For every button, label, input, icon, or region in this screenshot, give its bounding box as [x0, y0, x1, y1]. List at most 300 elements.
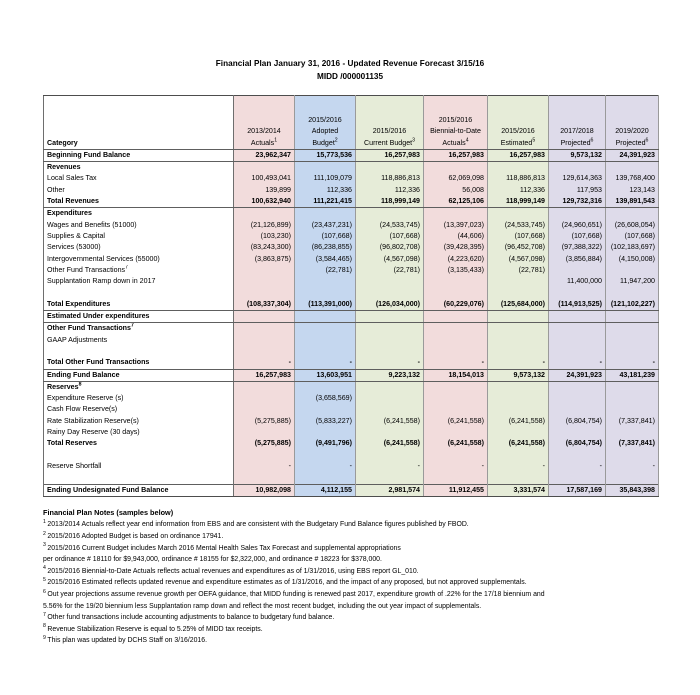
cell-value: (22,781) — [295, 265, 356, 276]
financial-plan-table — [43, 95, 659, 497]
row-label: Reserves$^8$ — [44, 381, 234, 393]
cell-value: - — [488, 357, 549, 369]
cell-value: (125,684,000) — [488, 299, 549, 311]
cell-value — [295, 311, 356, 323]
cell-value: 100,632,940 — [234, 196, 295, 208]
cell-value: 9,573,132 — [488, 369, 549, 381]
row-label: Services (53000) — [44, 242, 234, 253]
table-row — [44, 461, 659, 472]
note-line: $^2$ 2015/2016 Adopted Budget is based on ordinance 17941. — [43, 530, 224, 540]
cell-value — [424, 450, 488, 461]
cell-value: 123,143 — [606, 185, 659, 196]
cell-value: (108,337,304) — [234, 299, 295, 311]
cell-value — [424, 276, 488, 287]
cell-value — [356, 311, 424, 323]
cell-value — [295, 381, 356, 393]
cell-value — [488, 404, 549, 415]
cell-value — [356, 381, 424, 393]
cell-value: 2,981,574 — [356, 484, 424, 496]
cell-value: (6,241,558) — [424, 416, 488, 427]
cell-value — [295, 427, 356, 438]
cell-value: 16,257,983 — [234, 369, 295, 381]
cell-value — [424, 323, 488, 335]
note-marker: 6 — [43, 588, 46, 595]
table-body — [44, 96, 659, 497]
cell-value — [356, 276, 424, 287]
row-label: Rate Stabilization Reserve(s) — [44, 416, 234, 427]
cell-value — [549, 162, 606, 174]
cell-value — [234, 162, 295, 174]
note-line: $^6$ Out year projections assume revenue growth per OEFA guidance, that MIDD funding is renewed past 2017, expenditure growth of .22% for the 17/18 biennium and — [43, 588, 545, 598]
cell-value: (113,391,000) — [295, 299, 356, 311]
note-line: $^3$ 2015/2016 Current Budget includes March 2016 Mental Health Sales Tax Forecast and supplemental appropriations — [43, 542, 401, 552]
cell-value — [549, 472, 606, 484]
cell-value: 24,391,923 — [549, 369, 606, 381]
table-row — [44, 381, 659, 393]
cell-value: (107,668) — [549, 231, 606, 242]
cell-value: (4,150,008) — [606, 254, 659, 265]
cell-value — [488, 450, 549, 461]
table-row — [44, 220, 659, 231]
cell-value: 139,768,400 — [606, 173, 659, 184]
cell-value: 16,257,983 — [424, 149, 488, 161]
cell-value — [356, 323, 424, 335]
row-label: Ending Fund Balance — [44, 369, 234, 381]
cell-value — [234, 276, 295, 287]
cell-value: 62,069,098 — [424, 173, 488, 184]
cell-value: 11,947,200 — [606, 276, 659, 287]
table-row — [44, 149, 659, 161]
cell-value: 139,891,543 — [606, 196, 659, 208]
note-line: $^1$ 2013/2014 Actuals reflect year end information from EBS and are consistent with the Budgetary Fund Balance figures published by FBOD. — [43, 519, 469, 529]
cell-value: (5,275,885) — [234, 416, 295, 427]
table-row — [44, 323, 659, 335]
cell-value: (114,913,525) — [549, 299, 606, 311]
cell-value — [488, 323, 549, 335]
cell-value — [549, 346, 606, 357]
header-spacer-col-5 — [488, 96, 549, 116]
cell-value: - — [606, 461, 659, 472]
row-label — [44, 472, 234, 484]
cell-value — [356, 472, 424, 484]
note-marker: 1 — [43, 519, 46, 526]
cell-value: - — [424, 461, 488, 472]
cell-value: 112,336 — [488, 185, 549, 196]
table-row — [44, 311, 659, 323]
cell-value: - — [488, 461, 549, 472]
note-line: $^8$ Revenue Stabilization Reserve is equal to 5.25% of MIDD tax receipts. — [43, 623, 263, 633]
note-marker: 3 — [43, 542, 46, 549]
header-spacer-col-1 — [234, 96, 295, 116]
cell-value: 56,008 — [424, 185, 488, 196]
cell-value — [356, 162, 424, 174]
cell-value — [356, 450, 424, 461]
cell-value: 117,953 — [549, 185, 606, 196]
cell-value: (107,668) — [295, 231, 356, 242]
cell-value: (3,135,433) — [424, 265, 488, 276]
cell-value: (5,833,227) — [295, 416, 356, 427]
table-row — [44, 196, 659, 208]
note-line: $^4$ 2015/2016 Biennial-to-Date Actuals reflects actual revenues and expenditures as of 1/31/2016, using EBS report GL_010. — [43, 565, 419, 575]
table-row — [44, 357, 659, 369]
column-header-2: 2015/2016 Adopted Budget$^2$ — [295, 115, 356, 149]
cell-value: - — [549, 461, 606, 472]
cell-value: (60,229,076) — [424, 299, 488, 311]
table-header-spacer-row — [44, 96, 659, 116]
cell-value: (6,241,558) — [356, 438, 424, 449]
cell-value — [606, 287, 659, 298]
cell-value — [356, 427, 424, 438]
cell-value — [549, 427, 606, 438]
cell-value: 15,773,536 — [295, 149, 356, 161]
cell-value: (7,337,841) — [606, 438, 659, 449]
cell-value: (6,241,558) — [488, 416, 549, 427]
financial-plan-notes — [43, 507, 655, 647]
cell-value: (39,428,395) — [424, 242, 488, 253]
cell-value: 111,221,415 — [295, 196, 356, 208]
column-header-3: 2015/2016 Current Budget$^3$ — [356, 115, 424, 149]
cell-value — [234, 381, 295, 393]
cell-value: (4,223,620) — [424, 254, 488, 265]
cell-value — [606, 381, 659, 393]
cell-value: (97,388,322) — [549, 242, 606, 253]
cell-value — [234, 450, 295, 461]
table-row — [44, 438, 659, 449]
cell-value: (6,804,754) — [549, 416, 606, 427]
note-line: $^9$ This plan was updated by DCHS Staff on 3/16/2016. — [43, 635, 207, 645]
cell-value — [488, 311, 549, 323]
cell-value — [295, 404, 356, 415]
row-label — [44, 287, 234, 298]
cell-value — [606, 404, 659, 415]
cell-value: - — [234, 461, 295, 472]
cell-value: (83,243,300) — [234, 242, 295, 253]
cell-value: (7,337,841) — [606, 416, 659, 427]
cell-value: (3,658,569) — [295, 393, 356, 404]
row-label: Local Sales Tax — [44, 173, 234, 184]
cell-value — [549, 404, 606, 415]
cell-value: (5,275,885) — [234, 438, 295, 449]
row-label: Wages and Benefits (51000) — [44, 220, 234, 231]
cell-value — [549, 335, 606, 346]
note-marker: 5 — [43, 577, 46, 584]
cell-value: - — [295, 461, 356, 472]
cell-value: (6,241,558) — [356, 416, 424, 427]
cell-value: (22,781) — [356, 265, 424, 276]
row-label: Supplies & Capital — [44, 231, 234, 242]
cell-value: (24,533,745) — [488, 220, 549, 231]
table-row — [44, 484, 659, 496]
table-row — [44, 265, 659, 276]
table-row — [44, 335, 659, 346]
cell-value — [234, 472, 295, 484]
cell-value — [549, 208, 606, 220]
cell-value — [549, 265, 606, 276]
cell-value — [234, 346, 295, 357]
cell-value: (103,230) — [234, 231, 295, 242]
cell-value — [234, 427, 295, 438]
cell-value: (107,668) — [356, 231, 424, 242]
cell-value — [606, 265, 659, 276]
cell-value — [356, 287, 424, 298]
row-label: Intergovernmental Services (55000) — [44, 254, 234, 265]
cell-value: 17,587,169 — [549, 484, 606, 496]
cell-value: (4,567,098) — [488, 254, 549, 265]
note-line: $^7$ Other fund transactions include accounting adjustments to balance to budgetary fund balance. — [43, 611, 335, 622]
cell-value: 11,912,455 — [424, 484, 488, 496]
cell-value: 9,223,132 — [356, 369, 424, 381]
cell-value — [234, 323, 295, 335]
cell-value — [295, 287, 356, 298]
table-row — [44, 450, 659, 461]
cell-value: 118,999,149 — [488, 196, 549, 208]
note-line: per ordinance # 18110 for $9,943,000, ordinance # 18155 for $2,322,000, and ordinance # 18223 for $378,000. — [43, 556, 382, 564]
cell-value: 18,154,013 — [424, 369, 488, 381]
cell-value — [549, 393, 606, 404]
cell-value — [295, 276, 356, 287]
header-spacer-category — [44, 96, 234, 116]
cell-value — [234, 311, 295, 323]
cell-value: (107,668) — [488, 231, 549, 242]
cell-value: 16,257,983 — [488, 149, 549, 161]
cell-value — [488, 381, 549, 393]
document-title-block — [0, 0, 700, 83]
header-spacer-col-2 — [295, 96, 356, 116]
cell-value — [234, 404, 295, 415]
cell-value: (22,781) — [488, 265, 549, 276]
cell-value: (121,102,227) — [606, 299, 659, 311]
cell-value — [424, 287, 488, 298]
column-header-4: 2015/2016 Biennial-to-Date Actuals$^4$ — [424, 115, 488, 149]
cell-value — [356, 404, 424, 415]
page-title: Financial Plan January 31, 2016 - Updated Revenue Forecast 3/15/16 — [215, 59, 485, 68]
row-label: Supplantation Ramp down in 2017 — [44, 276, 234, 287]
row-label: Other Fund Transactions$^7$ — [44, 265, 234, 276]
row-label: Total Other Fund Transactions — [44, 357, 234, 369]
table-row — [44, 254, 659, 265]
cell-value: 16,257,983 — [356, 149, 424, 161]
table-row — [44, 427, 659, 438]
cell-value — [424, 162, 488, 174]
cell-value — [606, 162, 659, 174]
cell-value — [606, 472, 659, 484]
cell-value — [295, 208, 356, 220]
cell-value — [606, 427, 659, 438]
table-row — [44, 173, 659, 184]
cell-value: - — [606, 357, 659, 369]
financial-plan-table-wrap — [43, 95, 658, 497]
cell-value: - — [549, 357, 606, 369]
cell-value — [488, 427, 549, 438]
cell-value — [549, 450, 606, 461]
row-label: Revenues — [44, 162, 234, 174]
row-label: Ending Undesignated Fund Balance — [44, 484, 234, 496]
note-marker: 4 — [43, 565, 46, 572]
cell-value: (21,126,899) — [234, 220, 295, 231]
note-marker: 9 — [43, 635, 46, 642]
cell-value: (96,802,708) — [356, 242, 424, 253]
header-spacer-col-6 — [549, 96, 606, 116]
cell-value: - — [295, 357, 356, 369]
cell-value — [356, 335, 424, 346]
notes-list — [43, 519, 655, 647]
cell-value: 23,962,347 — [234, 149, 295, 161]
cell-value: (3,856,884) — [549, 254, 606, 265]
cell-value — [295, 450, 356, 461]
notes-heading: Financial Plan Notes (samples below) — [43, 507, 174, 517]
cell-value — [234, 265, 295, 276]
row-label: Total Expenditures — [44, 299, 234, 311]
cell-value — [295, 346, 356, 357]
table-row — [44, 472, 659, 484]
table-row — [44, 162, 659, 174]
row-label: Reserve Shortfall — [44, 461, 234, 472]
cell-value — [606, 208, 659, 220]
column-header-7: 2019/2020 Projected$^6$ — [606, 115, 659, 149]
table-row — [44, 404, 659, 415]
cell-value — [606, 393, 659, 404]
cell-value: 129,614,363 — [549, 173, 606, 184]
cell-value: 9,573,132 — [549, 149, 606, 161]
table-row — [44, 242, 659, 253]
row-label: GAAP Adjustments — [44, 335, 234, 346]
cell-value: - — [356, 461, 424, 472]
cell-value — [606, 346, 659, 357]
cell-value — [356, 346, 424, 357]
cell-value: 43,181,239 — [606, 369, 659, 381]
cell-value: (24,533,745) — [356, 220, 424, 231]
cell-value: 35,843,398 — [606, 484, 659, 496]
cell-value — [606, 450, 659, 461]
cell-value — [295, 472, 356, 484]
cell-value: (6,804,754) — [549, 438, 606, 449]
cell-value: - — [424, 357, 488, 369]
cell-value: 118,886,813 — [356, 173, 424, 184]
cell-value: (13,397,023) — [424, 220, 488, 231]
note-line: 5.56% for the 19/20 biennium less Supplantation ramp down and reflect the most recent budget, including the out year impact of supplementals. — [43, 602, 482, 610]
cell-value: 13,603,951 — [295, 369, 356, 381]
cell-value — [356, 393, 424, 404]
cell-value — [424, 404, 488, 415]
cell-value — [549, 323, 606, 335]
cell-value — [606, 323, 659, 335]
cell-value — [488, 393, 549, 404]
column-header-5: 2015/2016 Estimated$^5$ — [488, 115, 549, 149]
table-row — [44, 393, 659, 404]
cell-value: 10,982,098 — [234, 484, 295, 496]
table-row — [44, 276, 659, 287]
table-row — [44, 416, 659, 427]
cell-value: (96,452,708) — [488, 242, 549, 253]
cell-value: 4,112,155 — [295, 484, 356, 496]
cell-value: (102,183,697) — [606, 242, 659, 253]
row-label: Cash Flow Reserve(s) — [44, 404, 234, 415]
row-label: Rainy Day Reserve (30 days) — [44, 427, 234, 438]
page-subtitle: MIDD /000001135 — [317, 72, 383, 81]
cell-value: 11,400,000 — [549, 276, 606, 287]
cell-value: 129,732,316 — [549, 196, 606, 208]
cell-value — [234, 335, 295, 346]
cell-value: 100,493,041 — [234, 173, 295, 184]
cell-value: 118,886,813 — [488, 173, 549, 184]
cell-value: - — [234, 357, 295, 369]
row-label: Other Fund Transactions$^7$ — [44, 323, 234, 335]
cell-value — [424, 346, 488, 357]
cell-value: 112,336 — [295, 185, 356, 196]
column-header-1: 2013/2014 Actuals$^1$ — [234, 115, 295, 149]
cell-value: 111,109,079 — [295, 173, 356, 184]
cell-value: - — [356, 357, 424, 369]
cell-value: (9,491,796) — [295, 438, 356, 449]
row-label: Expenditures — [44, 208, 234, 220]
cell-value — [606, 335, 659, 346]
cell-value — [424, 393, 488, 404]
cell-value — [488, 208, 549, 220]
cell-value: 139,899 — [234, 185, 295, 196]
cell-value: (3,863,875) — [234, 254, 295, 265]
header-spacer-col-4 — [424, 96, 488, 116]
cell-value: (6,241,558) — [424, 438, 488, 449]
row-label: Total Reserves — [44, 438, 234, 449]
row-label: Other — [44, 185, 234, 196]
row-label: Expenditure Reserve (s) — [44, 393, 234, 404]
cell-value — [488, 287, 549, 298]
cell-value — [295, 162, 356, 174]
cell-value — [549, 287, 606, 298]
header-spacer-col-7 — [606, 96, 659, 116]
table-row — [44, 208, 659, 220]
cell-value: 3,331,574 — [488, 484, 549, 496]
row-label — [44, 346, 234, 357]
cell-value: (24,960,651) — [549, 220, 606, 231]
cell-value — [488, 276, 549, 287]
cell-value: (26,608,054) — [606, 220, 659, 231]
header-spacer-col-3 — [356, 96, 424, 116]
column-header-6: 2017/2018 Projected$^6$ — [549, 115, 606, 149]
row-label: Total Revenues — [44, 196, 234, 208]
cell-value — [424, 208, 488, 220]
cell-value — [295, 323, 356, 335]
table-row — [44, 185, 659, 196]
cell-value — [424, 472, 488, 484]
note-line: $^5$ 2015/2016 Estimated reflects updated revenue and expenditure estimates as of 1/31/2016, and the impact of any proposed, but not approved supplementals. — [43, 577, 527, 587]
row-label — [44, 450, 234, 461]
table-row — [44, 299, 659, 311]
cell-value — [488, 162, 549, 174]
cell-value — [424, 335, 488, 346]
cell-value — [488, 335, 549, 346]
cell-value: 112,336 — [356, 185, 424, 196]
cell-value — [488, 472, 549, 484]
cell-value — [295, 335, 356, 346]
note-marker: 7 — [43, 611, 46, 618]
cell-value: (107,668) — [606, 231, 659, 242]
cell-value — [234, 287, 295, 298]
row-label: Estimated Under expenditures — [44, 311, 234, 323]
cell-value: 62,125,106 — [424, 196, 488, 208]
note-marker: 2 — [43, 530, 46, 537]
note-marker: 8 — [43, 623, 46, 630]
cell-value: 118,999,149 — [356, 196, 424, 208]
cell-value — [549, 311, 606, 323]
cell-value: (126,034,000) — [356, 299, 424, 311]
cell-value — [606, 311, 659, 323]
row-label: Beginning Fund Balance — [44, 149, 234, 161]
cell-value — [549, 381, 606, 393]
cell-value — [488, 346, 549, 357]
cell-value: (6,241,558) — [488, 438, 549, 449]
cell-value — [424, 381, 488, 393]
